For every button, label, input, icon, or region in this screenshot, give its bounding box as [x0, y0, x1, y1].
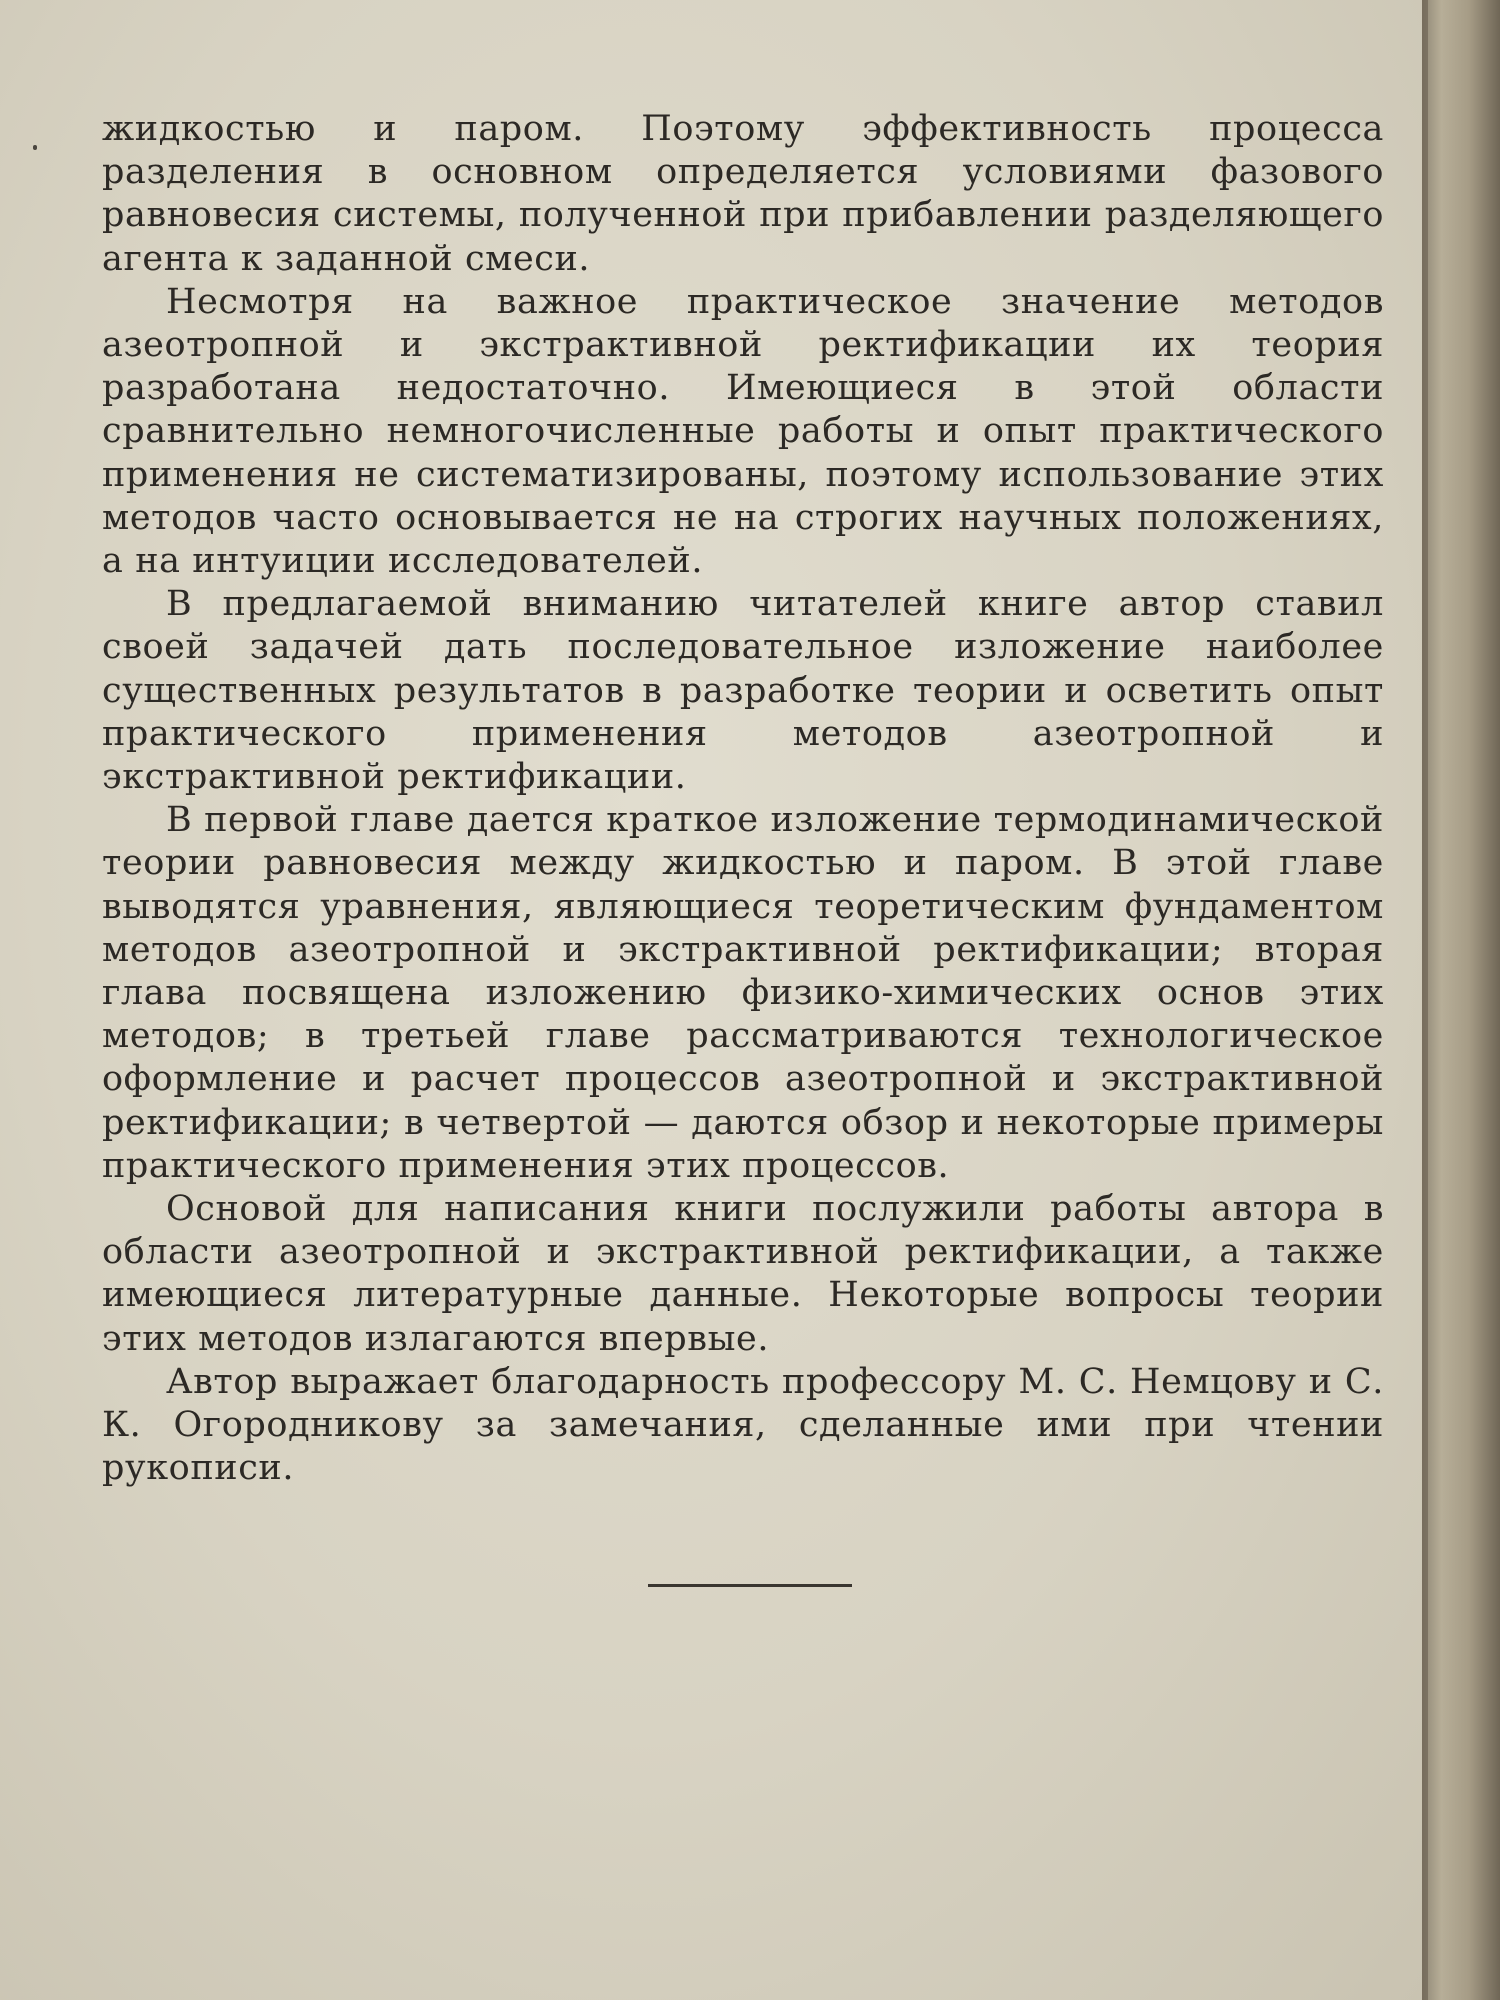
paragraph-chapter-overview: В первой главе дается краткое изложение термодинамической теории равновесия между жидкостью и паром. В этой главе выводятся уравнения, являющиеся теоретическим фундаментом методов азеотропной и экстрактивной ректификации; вторая глава посвящена изложению физико-химических основ этих методов; в третьей главе рассматриваются технологическое оформление и расчет процессов азеотропной и экстрактивной ректификации; в четвертой — даются обзор и некоторые примеры практического применения этих процессов. [102, 800, 1384, 1186]
book-binding-edge [1422, 0, 1500, 2000]
paragraph-sources: Основой для написания книги послужили работы автора в области азеотропной и экстрактивной ректификации, а также имеющиеся литературные данные. Некоторые вопросы теории этих методов излагаются впервые. [102, 1189, 1384, 1359]
section-separator [648, 1584, 852, 1587]
paragraph-continuation: жидкостью и паром. Поэтому эффективность процесса разделения в основном определяется условиями фазового равновесия системы, полученной при прибавлении разделяющего агента к заданной смеси. [102, 109, 1384, 279]
body-text [102, 108, 1384, 1491]
paragraph-acknowledgements: Автор выражает благодарность профессору М. С. Немцову и С. К. Огородникову за замечания, сделанные ими при чтении рукописи. [102, 1361, 1384, 1489]
paragraph-book-goal: В предлагаемой вниманию читателей книге автор ставил своей задачей дать последовательное изложение наиболее существенных результатов в разработке теории и осветить опыт практического применения методов азеотропной и экстрактивной ректификации. [102, 584, 1384, 798]
paragraph-theory-status: Несмотря на важное практическое значение методов азеотропной и экстрактивной ректификации их теория разработана недостаточно. Имеющиеся в этой области сравнительно немногочисленные работы и опыт практического применения не систематизированы, поэтому использование этих методов часто основывается не на строгих научных положениях, а на интуиции исследователей. [102, 281, 1384, 582]
ink-speck [33, 145, 37, 150]
